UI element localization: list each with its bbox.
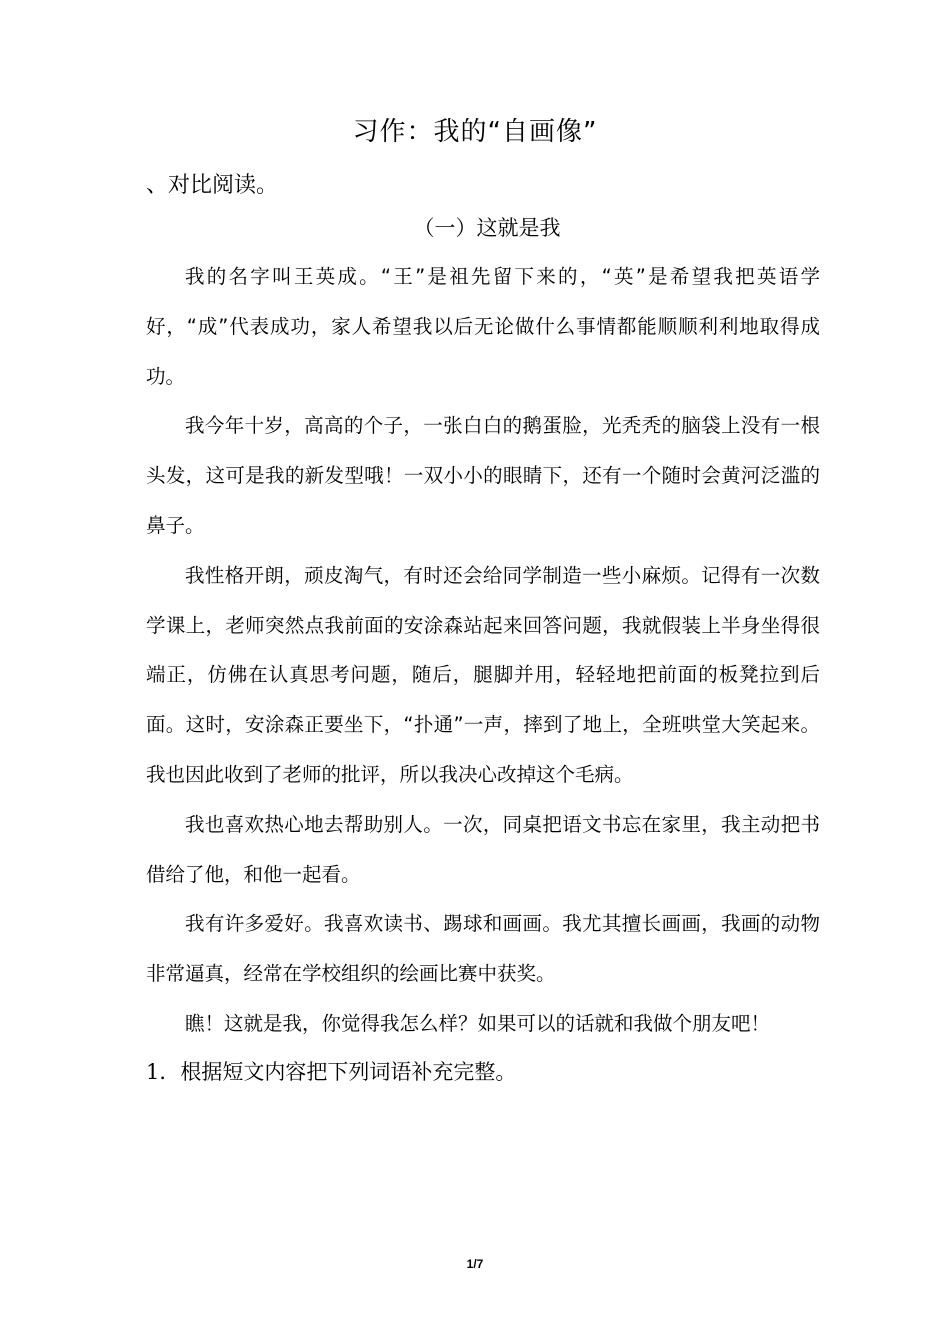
page-number: 1/7	[466, 1257, 484, 1271]
section-label: 、对比阅读。	[146, 173, 279, 198]
paragraph: 瞧！这就是我，你觉得我怎么样？如果可以的话就和我做个朋友吧！	[185, 1011, 771, 1035]
paragraph: 我的名字叫王英成。“王”是祖先留下来的，“英”是希望我把英语学好，“成”代表成功，家人希望我以后无论做什么事情都能顺顺利利地取得成功。	[146, 265, 820, 388]
document-title: 习作：我的“自画像”	[352, 117, 598, 147]
paragraph: 我也喜欢热心地去帮助别人。一次，同桌把语文书忘在家里，我主动把书借给了他，和他一起看。	[146, 812, 820, 886]
passage-title: （一）这就是我	[413, 216, 561, 240]
passage-body	[146, 252, 820, 1049]
paragraph: 我有许多爱好。我喜欢读书、踢球和画画。我尤其擅长画画，我画的动物非常逼真，经常在学校组织的绘画比赛中获奖。	[146, 912, 820, 986]
paragraph: 我今年十岁，高高的个子，一张白白的鹅蛋脸，光秃秃的脑袋上没有一根头发，这可是我的新发型哦！一双小小的眼睛下，还有一个随时会黄河泛滥的鼻子。	[146, 414, 820, 537]
question-1: 1．根据短文内容把下列词语补充完整。	[146, 1060, 517, 1084]
paragraph: 我性格开朗，顽皮淘气，有时还会给同学制造一些小麻烦。记得有一次数学课上，老师突然点我前面的安涂森站起来回答问题，我就假装上半身坐得很端正，仿佛在认真思考问题，随后，腿脚并用，轻轻地把前面的板凳拉到后面。这时，安涂森正要坐下，“扑通”一声，摔到了地上，全班哄堂大笑起来。我也因此收到了老师的批评，所以我决心改掉这个毛病。	[146, 563, 820, 786]
